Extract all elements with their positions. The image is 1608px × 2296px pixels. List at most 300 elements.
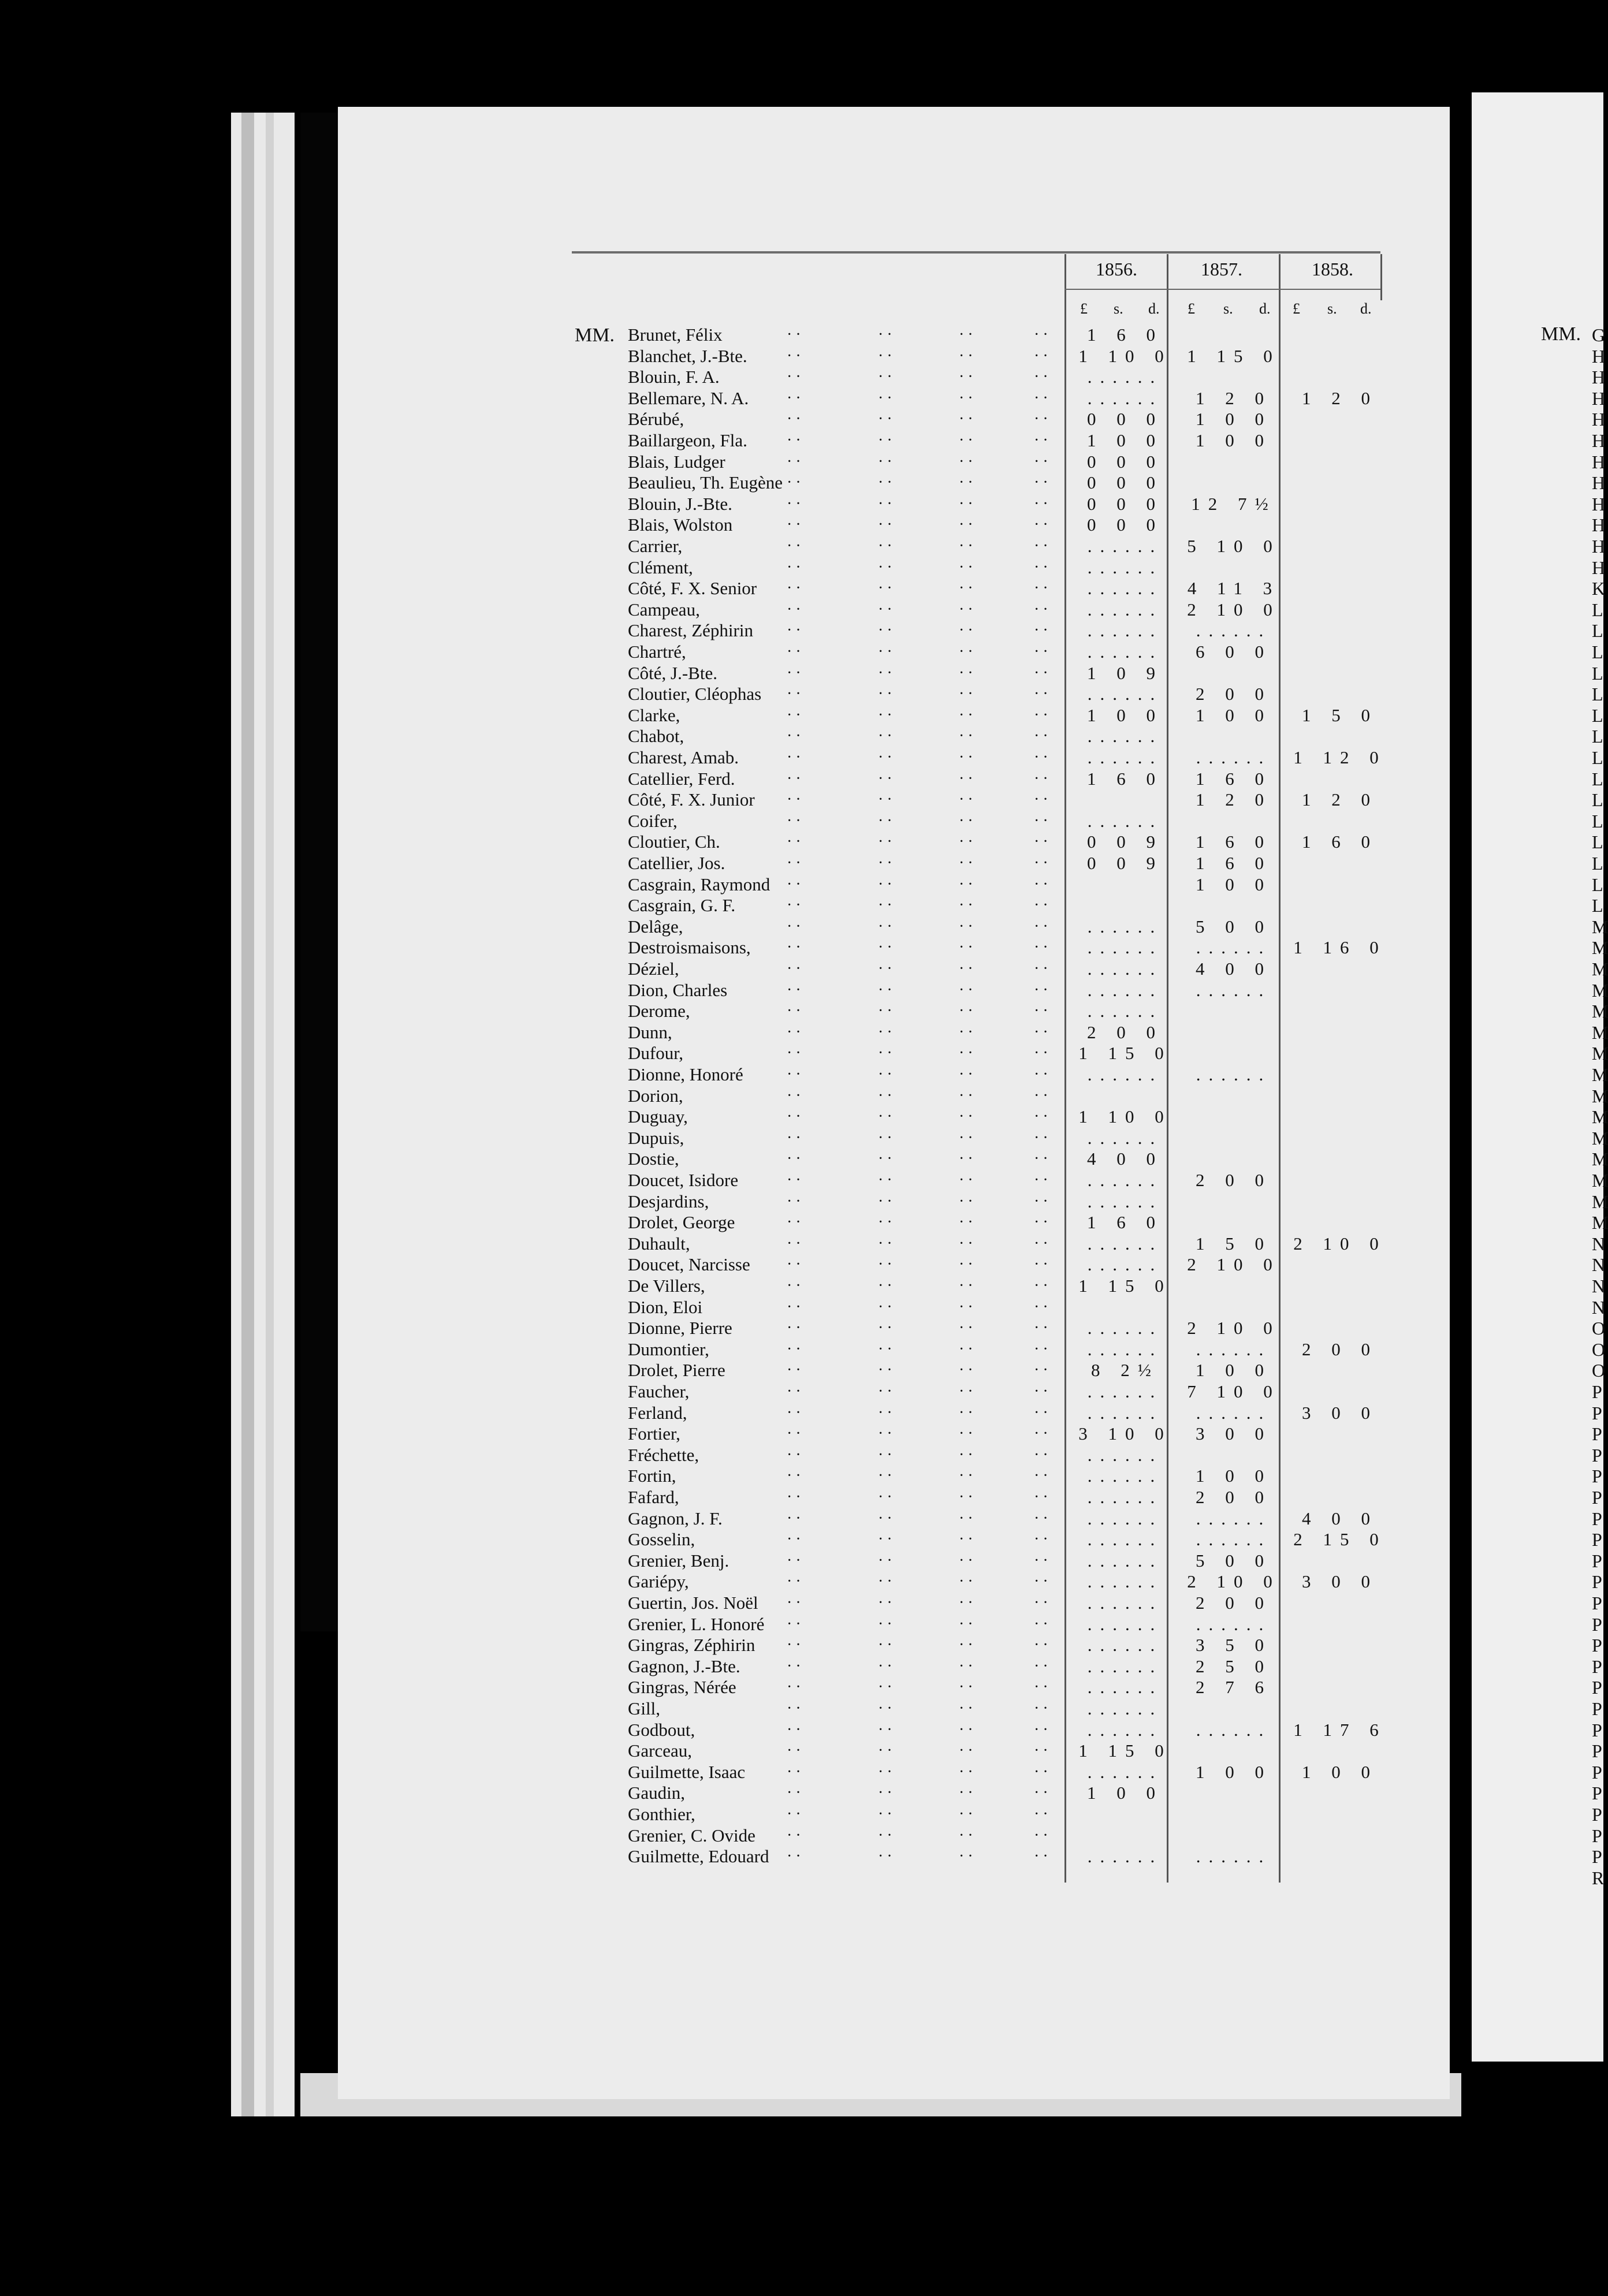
facing-page-initial: M: [1592, 959, 1608, 979]
subscriber-name: Gagnon, J.-Bte.: [628, 1656, 740, 1676]
leader-dots: ··: [1034, 1128, 1052, 1147]
amount-1857: 1 0 0: [1196, 430, 1272, 450]
leader-dots: ··: [1034, 833, 1052, 851]
table-top-rule: [572, 251, 1380, 254]
leader-dots: ··: [878, 1150, 896, 1168]
amount-1856: 0 0 9: [1087, 832, 1163, 852]
table-row: [0, 684, 1272, 705]
facing-page-initial: P: [1592, 1846, 1602, 1868]
amount-1857: 7 10 0: [1187, 1381, 1281, 1402]
facing-page-initial: H: [1592, 451, 1606, 472]
amount-1856: 1 15 0: [1078, 1276, 1172, 1296]
leader-dots: ··: [1034, 1551, 1052, 1570]
leader-dots: ··: [1034, 1678, 1052, 1697]
amount-1857: 4 11 3: [1187, 578, 1281, 599]
leader-dots: ··: [959, 1847, 977, 1866]
leader-dots: ··: [787, 727, 805, 746]
leader-dots: ··: [959, 346, 977, 365]
table-row: [0, 1529, 1387, 1550]
table-row: [0, 1550, 1272, 1572]
amount-1856: ......: [1087, 1487, 1163, 1507]
leader-dots: ··: [878, 1255, 896, 1274]
leader-dots: ··: [787, 1234, 805, 1253]
table-row: [0, 1001, 1163, 1022]
amount-1856: ......: [1087, 1001, 1163, 1022]
table-row: [0, 874, 1272, 896]
facing-page-initial: M: [1592, 1127, 1608, 1149]
table-row: [0, 1740, 1172, 1762]
table-row: [0, 515, 1163, 536]
leader-dots: ··: [878, 1128, 896, 1147]
amount-1856: ......: [1087, 367, 1163, 387]
leader-dots: ··: [787, 389, 805, 407]
leader-dots: ··: [1034, 685, 1052, 703]
leader-dots: ··: [878, 1762, 896, 1781]
leader-dots: ··: [959, 1636, 977, 1654]
leader-dots: ··: [959, 1213, 977, 1232]
subscriber-name: Doucet, Isidore: [628, 1170, 739, 1190]
subscriber-name: Côté, J.-Bte.: [628, 662, 717, 683]
table-row: [0, 1698, 1163, 1720]
amount-1856: ......: [1087, 684, 1163, 705]
leader-dots: ··: [878, 938, 896, 957]
leader-dots: ··: [878, 1086, 896, 1105]
facing-page-initial: L: [1592, 853, 1603, 874]
amount-1857: 1 0 0: [1196, 1761, 1272, 1782]
leader-dots: ··: [959, 1128, 977, 1147]
leader-dots: ··: [878, 1615, 896, 1633]
facing-page-initial: P: [1592, 1593, 1602, 1613]
subscriber-name: Fortier,: [628, 1423, 680, 1444]
subscriber-name: Coifer,: [628, 810, 678, 831]
leader-dots: ··: [878, 896, 896, 915]
leader-dots: ··: [959, 474, 977, 492]
leader-dots: ··: [959, 368, 977, 386]
subscriber-name: Fafard,: [628, 1487, 679, 1507]
amount-1857: ......: [1196, 1508, 1272, 1529]
amount-1856: 1 6 0: [1087, 1212, 1163, 1233]
leader-dots: ··: [878, 1319, 896, 1337]
leader-dots: ··: [878, 791, 896, 809]
honorific-prefix: MM.: [575, 325, 615, 346]
leader-dots: ··: [787, 558, 805, 576]
table-row: [0, 1191, 1163, 1213]
table-row: [0, 620, 1272, 642]
facing-page-initial: M: [1592, 1149, 1608, 1170]
facing-page-initial: M: [1592, 1022, 1608, 1043]
table-row: [0, 662, 1163, 684]
leader-dots: ··: [787, 1509, 805, 1527]
table-row: [0, 1064, 1272, 1086]
subscriber-name: Charest, Amab.: [628, 747, 739, 767]
amount-1857: 2 0 0: [1196, 684, 1272, 705]
table-row: [0, 959, 1272, 980]
amount-1857: 1 0 0: [1196, 1466, 1272, 1486]
amount-1857: ......: [1196, 1064, 1272, 1084]
amount-1856: 1 15 0: [1078, 1043, 1172, 1064]
leader-dots: ··: [787, 1340, 805, 1358]
subscriber-name: Blais, Ludger: [628, 451, 725, 472]
amount-1856: 0 0 0: [1087, 472, 1163, 493]
amount-1856: 1 10 0: [1078, 1106, 1172, 1127]
leader-dots: ··: [1034, 516, 1052, 534]
subscriber-name: Drolet, Pierre: [628, 1360, 725, 1381]
subscriber-name: Cloutier, Cléophas: [628, 684, 762, 705]
leader-dots: ··: [787, 579, 805, 598]
leader-dots: ··: [1034, 1277, 1052, 1295]
leader-dots: ··: [1034, 1319, 1052, 1337]
leader-dots: ··: [787, 1213, 805, 1232]
leader-dots: ··: [1034, 875, 1052, 893]
leader-dots: ··: [959, 748, 977, 766]
leader-dots: ··: [959, 1002, 977, 1020]
leader-dots: ··: [787, 1277, 805, 1295]
facing-page-initial: H: [1592, 493, 1606, 515]
leader-dots: ··: [787, 1445, 805, 1464]
amount-1856: ......: [1087, 1064, 1163, 1084]
leader-dots: ··: [1034, 346, 1052, 365]
leader-dots: ··: [1034, 1108, 1052, 1126]
leader-dots: ··: [878, 769, 896, 788]
facing-page-initial: H: [1592, 472, 1606, 494]
leader-dots: ··: [787, 1192, 805, 1210]
year-header-rule: [1064, 289, 1380, 290]
subscriber-name: Guertin, Jos. Noël: [628, 1593, 758, 1613]
subscriber-name: Guilmette, Edouard: [628, 1846, 769, 1867]
leader-dots: ··: [1034, 1742, 1052, 1760]
facing-page-initial: H: [1592, 367, 1606, 388]
facing-page-initial: O: [1592, 1339, 1606, 1360]
subscriber-name: Grenier, C. Ovide: [628, 1825, 755, 1846]
leader-dots: ··: [959, 1361, 977, 1380]
leader-dots: ··: [878, 1594, 896, 1612]
leader-dots: ··: [878, 1699, 896, 1717]
table-row: [0, 493, 1276, 515]
leader-dots: ··: [787, 1108, 805, 1126]
leader-dots: ··: [878, 1234, 896, 1253]
amount-1856: 0 0 0: [1087, 515, 1163, 535]
leader-dots: ··: [787, 1425, 805, 1443]
leader-dots: ··: [787, 643, 805, 661]
subscriber-name: Gaudin,: [628, 1783, 686, 1803]
subscriber-name: Gariépy,: [628, 1571, 689, 1592]
subscriber-name: Campeau,: [628, 599, 700, 620]
leader-dots: ··: [878, 579, 896, 598]
leader-dots: ··: [959, 811, 977, 830]
leader-dots: ··: [1034, 1657, 1052, 1675]
leader-dots: ··: [878, 1044, 896, 1063]
leader-dots: ··: [787, 537, 805, 555]
facing-page-initial: H: [1592, 345, 1606, 367]
amount-1856: ......: [1087, 726, 1163, 747]
table-row: [0, 1402, 1378, 1424]
facing-page-initial: L: [1592, 705, 1603, 726]
unit-pound: £: [1188, 300, 1195, 317]
leader-dots: ··: [878, 685, 896, 703]
facing-page-initial: L: [1592, 726, 1603, 747]
leader-dots: ··: [878, 389, 896, 407]
facing-page-initial: P: [1592, 1444, 1602, 1466]
leader-dots: ··: [787, 1720, 805, 1739]
amount-1856: ......: [1087, 1254, 1163, 1275]
facing-page-initial: L: [1592, 789, 1603, 811]
leader-dots: ··: [959, 1192, 977, 1210]
subscriber-name: Blouin, J.-Bte.: [628, 493, 732, 514]
amount-1856: ......: [1087, 1761, 1163, 1782]
table-row: [0, 1783, 1163, 1804]
amount-1856: ......: [1087, 1233, 1163, 1254]
subscriber-name: Casgrain, G. F.: [628, 895, 736, 916]
subscriber-name: Cloutier, Ch.: [628, 832, 720, 852]
leader-dots: ··: [878, 452, 896, 471]
facing-page-initial: P: [1592, 1508, 1602, 1529]
leader-dots: ··: [959, 1403, 977, 1422]
leader-dots: ··: [959, 326, 977, 344]
leader-dots: ··: [787, 600, 805, 618]
leader-dots: ··: [1034, 1467, 1052, 1485]
leader-dots: ··: [1034, 1488, 1052, 1506]
facing-page-initial: L: [1592, 662, 1603, 684]
facing-page-initial: M: [1592, 1043, 1608, 1064]
leader-dots: ··: [878, 1678, 896, 1697]
subscriber-name: Duhault,: [628, 1233, 690, 1254]
facing-page-initial: L: [1592, 684, 1603, 705]
leader-dots: ··: [959, 579, 977, 598]
leader-dots: ··: [1034, 431, 1052, 449]
amount-1857: 3 0 0: [1196, 1423, 1272, 1444]
table-row: [0, 916, 1272, 938]
table-row: [0, 979, 1272, 1001]
table-row: [0, 1444, 1163, 1466]
subscriber-name: Blanchet, J.-Bte.: [628, 345, 747, 366]
facing-page-initial: O: [1592, 1360, 1606, 1381]
leader-dots: ··: [1034, 917, 1052, 935]
amount-1857: 2 7 6: [1196, 1677, 1272, 1698]
amount-1858: 1 2 0: [1302, 387, 1378, 408]
leader-dots: ··: [1034, 664, 1052, 682]
table-row: [0, 1593, 1272, 1614]
leader-dots: ··: [878, 1298, 896, 1316]
unit-shilling: s.: [1327, 300, 1337, 317]
leader-dots: ··: [1034, 1298, 1052, 1316]
leader-dots: ··: [959, 1805, 977, 1823]
facing-page-initial: P: [1592, 1761, 1602, 1783]
leader-dots: ··: [878, 1340, 896, 1358]
amount-1856: 1 6 0: [1087, 768, 1163, 789]
table-row: [0, 1656, 1272, 1678]
subscriber-name: Dion, Charles: [628, 979, 728, 1000]
amount-1856: ......: [1087, 1698, 1163, 1719]
table-row: [0, 726, 1163, 747]
leader-dots: ··: [878, 494, 896, 513]
facing-page-initial: P: [1592, 1677, 1602, 1698]
leader-dots: ··: [878, 1382, 896, 1400]
facing-page-initial: L: [1592, 620, 1603, 642]
facing-page-initial: P: [1592, 1656, 1602, 1677]
subscriber-name: Dionne, Pierre: [628, 1318, 732, 1339]
amount-1857: ......: [1196, 979, 1272, 1000]
table-row: [0, 1635, 1272, 1656]
leader-dots: ··: [1034, 1002, 1052, 1020]
amount-1856: 0 0 9: [1087, 853, 1163, 873]
leader-dots: ··: [959, 558, 977, 576]
leader-dots: ··: [787, 1530, 805, 1549]
subscriber-name: Blais, Wolston: [628, 515, 733, 535]
subscriber-name: Côté, F. X. Junior: [628, 789, 755, 810]
table-row: [0, 1233, 1387, 1255]
leader-dots: ··: [787, 1847, 805, 1866]
leader-dots: ··: [959, 791, 977, 809]
amount-1856: ......: [1087, 1466, 1163, 1486]
leader-dots: ··: [878, 981, 896, 999]
table-row: [0, 1677, 1272, 1698]
leader-dots: ··: [787, 1382, 805, 1400]
facing-page-initial: L: [1592, 832, 1603, 853]
amount-1857: 1 6 0: [1196, 832, 1272, 852]
facing-page-initial: M: [1592, 1001, 1608, 1022]
leader-dots: ··: [787, 1572, 805, 1591]
amount-1857: 1 2 0: [1196, 387, 1272, 408]
facing-page-initial: L: [1592, 599, 1603, 620]
amount-1857: 1 0 0: [1196, 874, 1272, 894]
amount-1856: ......: [1087, 916, 1163, 937]
leader-dots: ··: [959, 1234, 977, 1253]
leader-dots: ··: [959, 1150, 977, 1168]
leader-dots: ··: [878, 474, 896, 492]
facing-page-initial: N: [1592, 1296, 1606, 1318]
leader-dots: ··: [959, 1065, 977, 1083]
subscriber-name: Brunet, Félix: [628, 325, 723, 345]
subscriber-name: Carrier,: [628, 536, 683, 556]
leader-dots: ··: [1034, 389, 1052, 407]
amount-1856: ......: [1087, 1381, 1163, 1402]
amount-1857: 3 5 0: [1196, 1635, 1272, 1656]
facing-page-initial: P: [1592, 1423, 1602, 1445]
leader-dots: ··: [1034, 854, 1052, 872]
leader-dots: ··: [1034, 769, 1052, 788]
unit-pence: d.: [1259, 300, 1271, 317]
table-row: [0, 1508, 1378, 1530]
leader-dots: ··: [1034, 1805, 1052, 1823]
leader-dots: ··: [787, 1784, 805, 1802]
table-row: [0, 789, 1378, 811]
leader-dots: ··: [878, 368, 896, 386]
leader-dots: ··: [959, 960, 977, 978]
facing-page-initial: H: [1592, 430, 1606, 451]
amount-1856: ......: [1087, 1656, 1163, 1676]
subscriber-name: Guilmette, Isaac: [628, 1761, 746, 1782]
facing-page-initial: L: [1592, 768, 1603, 789]
amount-1857: 5 0 0: [1196, 916, 1272, 937]
leader-dots: ··: [878, 1213, 896, 1232]
table-row: [0, 1804, 1155, 1825]
leader-dots: ··: [959, 1615, 977, 1633]
table-row: [0, 599, 1281, 621]
leader-dots: ··: [1034, 1784, 1052, 1802]
leader-dots: ··: [959, 1699, 977, 1717]
subscriber-name: Déziel,: [628, 959, 679, 979]
table-row: [0, 1423, 1272, 1445]
leader-dots: ··: [959, 452, 977, 471]
leader-dots: ··: [1034, 1255, 1052, 1274]
leader-dots: ··: [1034, 1382, 1052, 1400]
leader-dots: ··: [878, 1403, 896, 1422]
subscriber-name: Gonthier,: [628, 1804, 695, 1824]
facing-page-initial: L: [1592, 895, 1603, 916]
amount-1856: 1 0 0: [1087, 705, 1163, 725]
leader-dots: ··: [959, 664, 977, 682]
leader-dots: ··: [878, 1192, 896, 1210]
leader-dots: ··: [787, 706, 805, 724]
leader-dots: ··: [787, 516, 805, 534]
amount-1856: ......: [1087, 1191, 1163, 1212]
amount-1858: 1 12 0: [1293, 747, 1387, 767]
table-row: [0, 937, 1387, 959]
leader-dots: ··: [959, 1467, 977, 1485]
subscriber-name: Garceau,: [628, 1740, 692, 1761]
leader-dots: ··: [787, 1361, 805, 1380]
facing-page-initial: P: [1592, 1613, 1602, 1635]
leader-dots: ··: [878, 727, 896, 746]
leader-dots: ··: [787, 791, 805, 809]
subscriber-name: Catellier, Jos.: [628, 853, 725, 873]
table-row: [0, 747, 1387, 769]
leader-dots: ··: [1034, 811, 1052, 830]
facing-page-initial: L: [1592, 747, 1603, 768]
amount-1858: 1 16 0: [1293, 937, 1387, 958]
leader-dots: ··: [787, 1319, 805, 1337]
leader-dots: ··: [959, 1488, 977, 1506]
table-row: [0, 1106, 1172, 1128]
leader-dots: ··: [787, 664, 805, 682]
amount-1856: ......: [1087, 747, 1163, 767]
facing-page-initial: M: [1592, 1085, 1608, 1106]
table-row: [0, 1297, 1155, 1318]
amount-1858: 1 0 0: [1302, 1761, 1378, 1782]
table-row: [0, 1466, 1272, 1487]
leader-dots: ··: [878, 875, 896, 893]
facing-page-initial: M: [1592, 937, 1608, 959]
leader-dots: ··: [787, 1150, 805, 1168]
leader-dots: ··: [959, 1551, 977, 1570]
table-row: [0, 1149, 1163, 1170]
leader-dots: ··: [1034, 1847, 1052, 1866]
amount-1856: 1 0 0: [1087, 1783, 1163, 1803]
subscriber-name: Charest, Zéphirin: [628, 620, 753, 641]
subscriber-name: Drolet, George: [628, 1212, 735, 1233]
table-row: [0, 1339, 1378, 1361]
facing-page-initial: O: [1592, 1318, 1606, 1339]
unit-pound: £: [1080, 300, 1088, 317]
leader-dots: ··: [1034, 1340, 1052, 1358]
subscriber-name: Clarke,: [628, 705, 680, 725]
facing-page-initial: L: [1592, 874, 1603, 895]
amount-1856: ......: [1087, 979, 1163, 1000]
leader-dots: ··: [787, 494, 805, 513]
leader-dots: ··: [787, 1742, 805, 1760]
subscriber-name: Derome,: [628, 1001, 690, 1022]
facing-page-initial: M: [1592, 1106, 1608, 1128]
amount-1857: 5 0 0: [1196, 1550, 1272, 1571]
leader-dots: ··: [878, 1657, 896, 1675]
leader-dots: ··: [959, 1720, 977, 1739]
amount-1857: ......: [1196, 1402, 1272, 1423]
leader-dots: ··: [878, 537, 896, 555]
leader-dots: ··: [1034, 1826, 1052, 1844]
facing-page-initial: P: [1592, 1783, 1602, 1804]
amount-1856: ......: [1087, 1170, 1163, 1190]
amount-1856: ......: [1087, 1593, 1163, 1613]
